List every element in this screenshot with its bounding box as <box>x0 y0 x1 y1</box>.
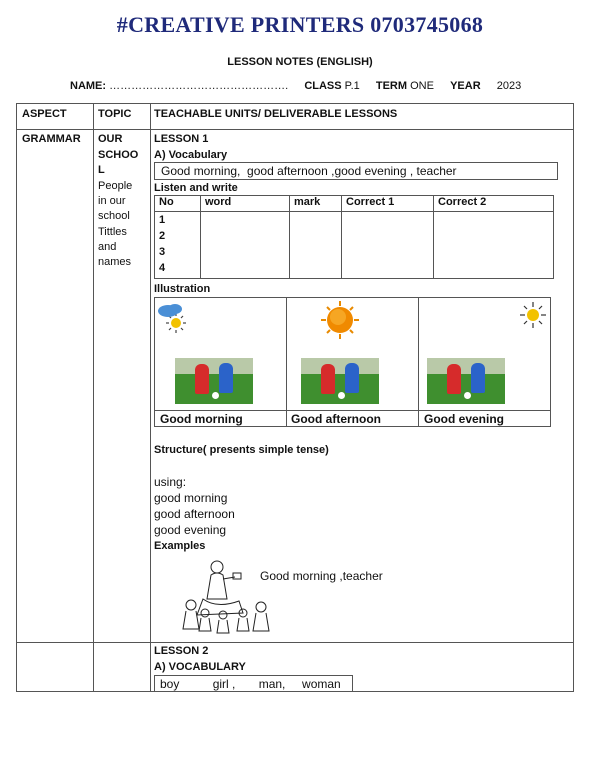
listen-col-no: No <box>155 196 201 212</box>
list-item: 4 <box>159 262 166 274</box>
teacher-children-illustration <box>177 555 273 635</box>
vocabulary-heading: A) Vocabulary <box>154 149 228 161</box>
listen-write-table <box>154 195 554 279</box>
topic-line: SCHOO <box>98 149 139 161</box>
topic-line: school <box>98 210 130 222</box>
example-sentence: Good morning ,teacher <box>260 569 383 583</box>
column-divider <box>93 104 94 691</box>
topic-line: in our <box>98 195 126 207</box>
header-aspect: ASPECT <box>22 108 67 120</box>
header-topic: TOPIC <box>98 108 132 120</box>
listen-col-mark: mark <box>290 196 342 212</box>
caption-good-evening: Good evening <box>424 412 505 426</box>
class-label: CLASS <box>304 80 342 92</box>
vocabulary-box <box>154 162 558 180</box>
column-divider <box>150 104 151 691</box>
topic-line: names <box>98 256 132 268</box>
topic-line: Tittles <box>98 226 127 238</box>
year-label: YEAR <box>450 80 481 92</box>
listen-col-word: word <box>201 196 290 212</box>
illustration-table <box>154 297 551 427</box>
topic-line: and <box>98 241 117 253</box>
vocabulary-words: Good morning, good afternoon ,good evening , teacher <box>161 164 457 178</box>
year-value: 2023 <box>496 80 522 92</box>
small-sun-icon <box>519 301 547 329</box>
examples-heading: Examples <box>154 540 206 552</box>
correct1-cell <box>342 212 434 279</box>
listen-col-correct1: Correct 1 <box>342 196 434 212</box>
word-cell <box>201 212 290 279</box>
lesson-2-vocabulary-words: boy girl , man, woman <box>160 677 341 691</box>
row-divider <box>17 129 573 130</box>
football-players-image <box>301 358 379 404</box>
correct2-cell <box>434 212 554 279</box>
name-label: NAME: <box>70 80 107 92</box>
student-info-line <box>70 80 521 92</box>
name-blank: …………………………………………. <box>109 80 289 92</box>
topic-line: OUR <box>98 133 123 145</box>
term-value: ONE <box>410 80 434 92</box>
listen-col-correct2: Correct 2 <box>434 196 554 212</box>
using-item: good evening <box>154 523 227 537</box>
football-players-image <box>175 358 253 404</box>
using-item: good morning <box>154 491 228 505</box>
football-players-image <box>427 358 505 404</box>
sun-icon <box>320 300 360 340</box>
class-value: P.1 <box>344 80 360 92</box>
lesson-2-vocabulary-box <box>154 675 353 692</box>
list-item: 2 <box>159 230 166 242</box>
header-units: TEACHABLE UNITS/ DELIVERABLE LESSONS <box>154 108 398 120</box>
lesson-2-vocabulary-heading: A) VOCABULARY <box>154 661 246 673</box>
caption-good-morning: Good morning <box>160 412 243 426</box>
listen-numbers-cell <box>155 212 201 279</box>
lesson-1-title: LESSON 1 <box>154 133 209 145</box>
using-label: using: <box>154 475 187 489</box>
using-item: good afternoon <box>154 507 235 521</box>
lesson-2-title: LESSON 2 <box>154 645 209 657</box>
term-label: TERM <box>375 80 408 92</box>
aspect-cell: GRAMMAR <box>22 133 81 145</box>
topic-line: L <box>98 164 105 176</box>
lesson-table <box>16 103 574 692</box>
caption-good-afternoon: Good afternoon <box>291 412 381 426</box>
cloudy-sun-icon <box>156 301 190 335</box>
mark-cell <box>290 212 342 279</box>
row-divider <box>17 642 573 643</box>
list-item: 3 <box>159 246 166 258</box>
illustration-heading: Illustration <box>154 283 211 295</box>
document-subtitle: LESSON NOTES (ENGLISH) <box>227 56 373 68</box>
page-title: #CREATIVE PRINTERS 0703745068 <box>116 12 484 37</box>
structure-heading: Structure( presents simple tense) <box>154 444 329 456</box>
listen-write-heading: Listen and write <box>154 182 238 194</box>
list-item: 1 <box>159 214 166 226</box>
topic-line: People <box>98 180 133 192</box>
